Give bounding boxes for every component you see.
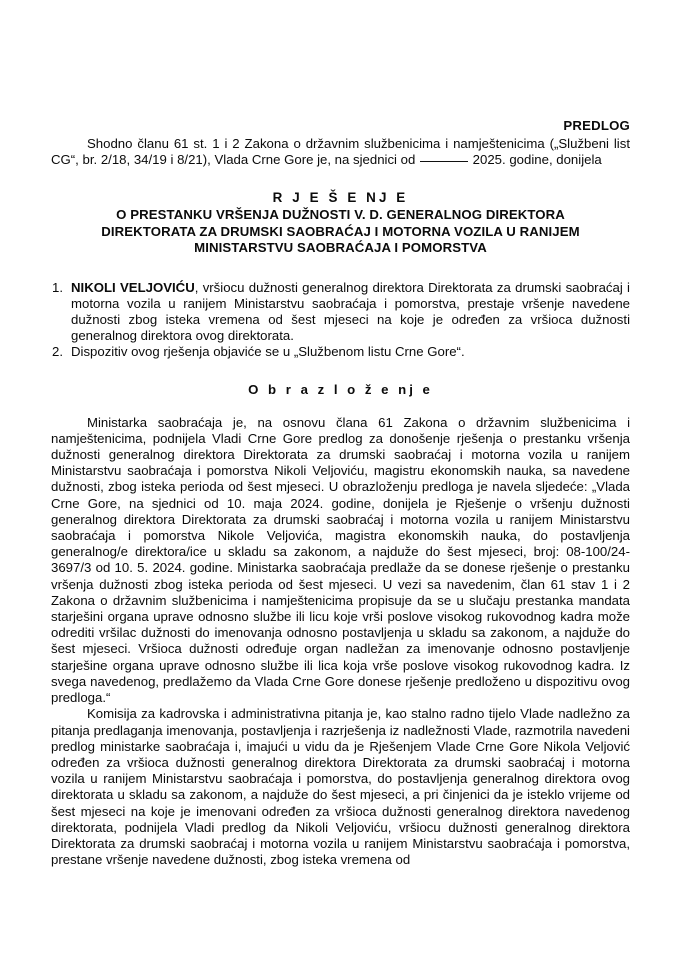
document-label: PREDLOG [563,118,630,133]
decision-item-text: , vršiocu dužnosti generalnog direktora Direktorata za drumski saobraćaj i motorna vozila u ranijem Ministarstvu saobraćaja i pomorstva, prestaje vršenje navedene dužnosti zbog isteka vremena od šest mjeseci na koje je određen za vršioca dužnosti generalnog direktora ovog direktorata. [71,279,630,344]
decision-subject-name: NIKOLI VELJOVIĆU [71,279,195,295]
explanation-paragraph-1: Ministarka saobraćaja je, na osnovu člana 61 Zakona o državnim službenicima i namještenicima, podnijela Vladi Crne Gore predlog za donošenje rješenja o prestanku vršenja dužnosti generalnog direktora Direktorata za drumski saobraćaj i motorna vozila u ranijem Ministarstvu saobraćaja i pomorstva Nikoli Veljoviću, magistru ekonomskih nauka, sa navedene dužnosti, zbog isteka perioda od šest mjeseci. U obrazloženju predloga je navela sljedeće: „Vlada Crne Gore, na sjednici od 10. maja 2024. godine, donijela je Rješenje o vršenju dužnosti generalnog direktora Direktorata za drumski saobraćaj i motorna vozila u ranijem Ministarstvu saobraćaja i pomorstva Nikole Veljovića, magistra ekonomskih nauka, do postavljenja generalnog/e direktora/ice u skladu sa zakonom, a najduže do šest mjeseci, broj: 08-100/24-3697/3 od 10. 5. 2024. godine. Ministarka saobraćaja predlaže da se donese rješenje o prestanku vršenja dužnosti zbog isteka perioda od šest mjeseci. U vezi sa navedenim, član 61 stav 1 i 2 Zakona o državnim službenicima i namještenicima propisuje da se u slučaju prestanka mandata starješini organa uprave odnosno službe ili licu koje vrši poslove visokog rukovodnog kadra može odrediti vršilac dužnosti do imenovanja odnosno postavljenja u skladu sa zakonom, a najduže do šest mjeseci. Vršioca dužnosti određuje organ nadležan za imenovanje odnosno postavljenje starješine organa uprave odnosno službe ili lica koja vrše poslove visokog rukovodnog kadra. Iz svega navedenog, predlažemo da Vlada Crne Gore donese rješenje predloženo u dispozitivu ovog predloga.“ [51,414,630,706]
intro-text-after-blank: 2025. godine, donijela [472,152,602,168]
decision-title-line-1: O PRESTANKU VRŠENJA DUŽNOSTI V. D. GENERALNOG DIREKTORA [116,207,565,223]
date-blank-field[interactable] [420,161,468,162]
explanation-paragraph-2: Komisija za kadrovska i administrativna pitanja je, kao stalno radno tijelo Vlade nadležno za pitanja predlaganja imenovanja, postavljenja i razrješenja iz nadležnosti Vlade, razmotrila navedeni predlog ministarke saobraćaja i, imajući u vidu da je Rješenjem Vlade Crne Gore Nikola Veljović određen za vršioca dužnosti generalnog direktora Direktorata za drumski saobraćaj i motorna vozila u ranijem Ministarstvu saobraćaja i pomorstva, do postavljenja generalnog direktora ovog direktorata u skladu sa zakonom, a najduže do šest mjeseci, a pri činjenici da je isteklo vrijeme od šest mjeseci na koje je imenovani određen za vršioca dužnosti generalnog direktora navedenog direktorata, podnijela Vladi predlog da Nikoli Veljoviću, vršiocu dužnosti generalnog direktora Direktorata za drumski saobraćaj i motorna vozila u ranijem Ministarstvu saobraćaja i pomorstva, prestane vršenje navedene dužnosti, zbog isteka vremena od [51,706,630,868]
intro-text-before-blank: Shodno članu 61 st. 1 i 2 Zakona o državnim službenicima i namještenicima („Službeni list CG“, br. 2/18, 34/19 i 8/21), Vlada Crne Gore je, na sjednici od [51,136,630,168]
decision-title-line-2: DIREKTORATA ZA DRUMSKI SAOBRAĆAJ I MOTORNA VOZILA U RANIJEM [101,223,580,239]
decision-list-item [51,344,630,360]
intro-paragraph [51,136,630,168]
explanation-body [51,415,630,869]
decision-title-main: R J E Š E NJ E [272,190,409,206]
decision-title-block [51,188,630,256]
decision-list-item [51,280,630,345]
decision-item-text: Dispozitiv ovog rješenja objaviće se u „Službenom listu Crne Gore“. [71,344,465,360]
decision-title-line-3: MINISTARSTVU SAOBRAĆAJA I POMORSTVA [194,240,487,256]
explanation-heading: O b r a z l o ž e nj e [248,381,433,397]
decision-list [51,280,630,361]
